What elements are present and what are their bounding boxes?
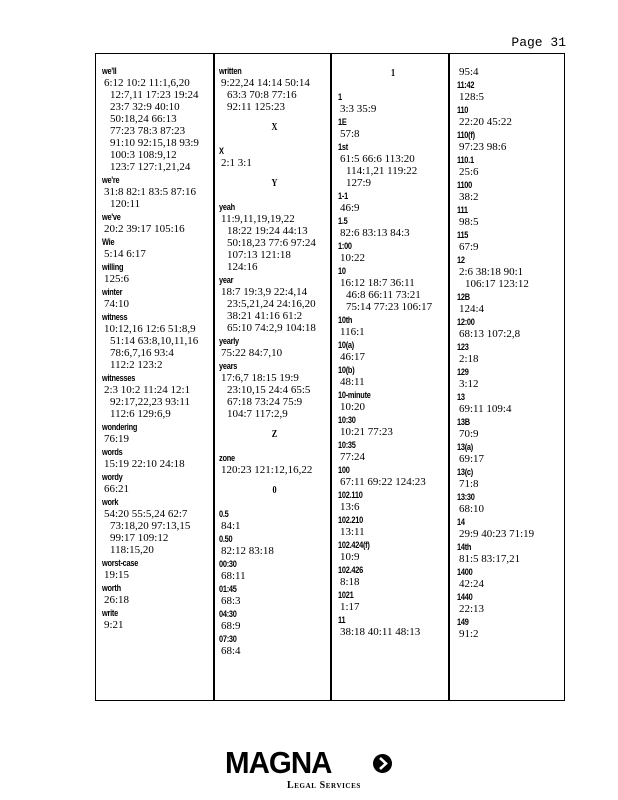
page-line-reference: 2:3 10:2 11:24 12:1 [104, 384, 191, 396]
index-entry [457, 567, 566, 590]
index-term: 10(a) [338, 340, 355, 350]
page-line-reference: 116:1 [340, 326, 365, 338]
index-entry [338, 390, 448, 413]
logo-wordmark: MAGNA [225, 745, 332, 780]
logo-subtitle: Legal Services [287, 780, 361, 791]
index-entry [338, 465, 448, 488]
page-line-reference: 75:22 84:7,10 [221, 347, 283, 359]
index-term: Wie [102, 237, 115, 247]
index-entry [457, 467, 566, 490]
page-line-reference: 38:18 40:11 48:13 [340, 626, 421, 638]
index-term: yeah [219, 202, 235, 212]
page-line-reference: 51:14 63:8,10,11,16 [110, 335, 199, 347]
page-line-reference: 104:7 117:2,9 [227, 408, 288, 420]
index-term: 12:00 [457, 317, 475, 327]
index-entry [457, 442, 566, 465]
index-entry [338, 415, 448, 438]
index-entry [102, 472, 213, 495]
page-line-reference: 77:23 78:3 87:23 [110, 125, 186, 137]
page-line-reference: 50:18,23 77:6 97:24 [227, 237, 316, 249]
page-line-reference: 100:3 108:9,12 [110, 149, 177, 161]
page-line-reference: 67:18 73:24 75:9 [227, 396, 303, 408]
page-line-reference: 118:15,20 [110, 544, 154, 556]
index-term: winter [102, 287, 123, 297]
index-term: 1021 [338, 590, 354, 600]
page-line-reference: 70:9 [459, 428, 479, 440]
index-term: yearly [219, 336, 239, 346]
page-line-reference: 10:9 [340, 551, 360, 563]
index-entry [338, 490, 448, 513]
page-line-reference: 19:15 [104, 569, 130, 581]
index-term: 10:30 [338, 415, 356, 425]
index-term: years [219, 361, 238, 371]
index-term: 14 [457, 517, 465, 527]
index-entry [219, 634, 330, 657]
index-entry [457, 367, 566, 390]
index-term: zone [219, 453, 235, 463]
page-line-reference: 2:6 38:18 90:1 [459, 266, 524, 278]
index-term: 1st [338, 142, 348, 152]
page-line-reference: 23:10,15 24:4 65:5 [227, 384, 311, 396]
page-line-reference: 18:22 19:24 44:13 [227, 225, 308, 237]
page-line-reference: 12:7,11 17:23 19:24 [110, 89, 199, 101]
index-term: witnesses [102, 373, 136, 383]
page-line-reference: 23:5,21,24 24:16,20 [227, 298, 316, 310]
index-entry [457, 617, 566, 640]
page-line-reference: 73:18,20 97:13,15 [110, 520, 191, 532]
index-term: 1.5 [338, 216, 348, 226]
section-heading: Z [271, 429, 278, 440]
section-heading: 1 [390, 68, 396, 79]
index-entry [338, 565, 448, 588]
index-term: 14th [457, 542, 472, 552]
page-line-reference: 26:18 [104, 594, 130, 606]
index-entry [102, 66, 213, 173]
page-line-reference: 61:5 66:6 113:20 [340, 153, 415, 165]
page-line-reference: 71:8 [459, 478, 479, 490]
page-line-reference: 8:18 [340, 576, 360, 588]
section-heading: Y [271, 178, 278, 189]
page-line-reference: 112:6 129:6,9 [110, 408, 171, 420]
page-line-reference: 124:4 [459, 303, 485, 315]
index-entry [457, 317, 566, 340]
index-entry [219, 559, 330, 582]
index-term: 111 [457, 205, 468, 215]
page-line-reference: 114:1,21 119:22 [346, 165, 418, 177]
page-line-reference: 15:19 22:10 24:18 [104, 458, 185, 470]
page-line-reference: 6:12 10:2 11:1,6,20 [104, 77, 190, 89]
index-entry [219, 584, 330, 607]
index-entry [338, 241, 448, 264]
index-entry [457, 592, 566, 615]
page-line-reference: 5:14 6:17 [104, 248, 146, 260]
magna-logo [225, 745, 395, 797]
index-entry [457, 542, 566, 565]
index-term: 1:00 [338, 241, 352, 251]
page-line-reference: 50:18,24 66:13 [110, 113, 177, 125]
page-line-reference: 69:17 [459, 453, 485, 465]
page-line-reference: 3:3 35:9 [340, 103, 377, 115]
page-line-reference: 91:2 [459, 628, 479, 640]
page-line-reference: 31:8 82:1 83:5 87:16 [104, 186, 196, 198]
page-line-reference: 98:5 [459, 216, 479, 228]
page-line-reference: 2:18 [459, 353, 479, 365]
page-line-reference: 9:22,24 14:14 50:14 [221, 77, 310, 89]
index-term: worst-case [102, 558, 139, 568]
index-term: 110.1 [457, 155, 474, 165]
page-line-reference: 16:12 18:7 36:11 [340, 277, 415, 289]
index-entry [338, 440, 448, 463]
index-entry [102, 237, 213, 260]
index-entry [338, 515, 448, 538]
page-line-reference: 25:6 [459, 166, 479, 178]
page-line-reference: 22:20 45:22 [459, 116, 512, 128]
index-entry [102, 287, 213, 310]
page-line-reference: 42:24 [459, 578, 485, 590]
index-term: words [102, 447, 123, 457]
page-line-reference: 112:2 123:2 [110, 359, 163, 371]
index-term: 12 [457, 255, 465, 265]
page-line-reference: 128:5 [459, 91, 485, 103]
page-line-reference: 82:6 83:13 84:3 [340, 227, 410, 239]
index-term: we've [102, 212, 121, 222]
index-term: 13(a) [457, 442, 474, 452]
page-number: Page 31 [511, 35, 566, 50]
index-entry [219, 609, 330, 632]
page-line-reference: 63:3 70:8 77:16 [227, 89, 297, 101]
page-line-reference: 17:6,7 18:15 19:9 [221, 372, 299, 384]
page-line-reference: 46:8 66:11 73:21 [346, 289, 421, 301]
page-line-reference: 92:17,22,23 93:11 [110, 396, 190, 408]
index-entry [457, 180, 566, 203]
index-term: 1 [338, 92, 342, 102]
index-entry [457, 130, 566, 153]
page-line-reference: 120:23 121:12,16,22 [221, 464, 313, 476]
index-term: 102.210 [338, 515, 363, 525]
index-term: 11:42 [457, 80, 475, 90]
index-term: 12B [457, 292, 470, 302]
index-entry [219, 509, 330, 532]
page-line-reference: 68:11 [221, 570, 246, 582]
index-entry [457, 80, 566, 103]
page-line-reference: 76:19 [104, 433, 130, 445]
index-entry [457, 342, 566, 365]
index-term: worth [102, 583, 121, 593]
page-line-reference: 68:9 [221, 620, 241, 632]
index-term: 110 [457, 105, 469, 115]
index-entry [338, 216, 448, 239]
page-line-reference: 23:7 32:9 40:10 [110, 101, 180, 113]
index-column-1 [96, 54, 213, 700]
page-line-reference: 48:11 [340, 376, 365, 388]
index-term: 10-minute [338, 390, 371, 400]
index-entry [338, 92, 448, 115]
index-entry [102, 422, 213, 445]
index-entry [219, 361, 330, 420]
index-entry [338, 365, 448, 388]
index-entry [219, 275, 330, 334]
index-entry [338, 590, 448, 613]
index-term: 123 [457, 342, 469, 352]
index-entry [338, 266, 448, 313]
index-term: work [102, 497, 119, 507]
index-column-4 [448, 54, 566, 700]
index-term: 129 [457, 367, 469, 377]
page-line-reference: 10:20 [340, 401, 366, 413]
index-term: 07:30 [219, 634, 237, 644]
page-line-reference: 54:20 55:5,24 62:7 [104, 508, 188, 520]
index-entry [102, 312, 213, 371]
page-line-reference: 127:9 [346, 177, 372, 189]
index-term: 110(f) [457, 130, 475, 140]
page-line-reference: 10:12,16 12:6 51:8,9 [104, 323, 196, 335]
index-entry [457, 292, 566, 315]
index-term: 102.110 [338, 490, 363, 500]
index-entry [457, 517, 566, 540]
index-term: 0.5 [219, 509, 229, 519]
section-heading: 0 [272, 485, 277, 496]
page-line-reference: 68:4 [221, 645, 241, 657]
index-term: 13(c) [457, 467, 474, 477]
index-term: written [219, 66, 242, 76]
page-line-reference: 95:4 [459, 66, 479, 78]
page-line-reference: 75:14 77:23 106:17 [346, 301, 433, 313]
index-entry [219, 66, 330, 113]
page-line-reference: 13:6 [340, 501, 360, 513]
index-term: 1E [338, 117, 347, 127]
page-line-reference: 13:11 [340, 526, 365, 538]
page-line-reference: 106:17 123:12 [465, 278, 529, 290]
page-line-reference: 120:11 [110, 198, 141, 210]
index-term: 13B [457, 417, 470, 427]
page-line-reference: 107:13 121:18 [227, 249, 291, 261]
index-column-3 [330, 54, 448, 700]
index-term: 10(b) [338, 365, 355, 375]
index-term: 1440 [457, 592, 473, 602]
index-entry [219, 146, 330, 169]
index-entry [102, 262, 213, 285]
index-entry [457, 392, 566, 415]
index-entry [219, 534, 330, 557]
page-line-reference: 77:24 [340, 451, 366, 463]
index-entry [457, 255, 566, 290]
page-line-reference: 68:13 107:2,8 [459, 328, 521, 340]
index-term: 102.426 [338, 565, 363, 575]
index-entry [457, 230, 566, 253]
index-term: 01:45 [219, 584, 237, 594]
arrow-circle-icon [373, 754, 392, 773]
page-line-reference: 38:21 41:16 61:2 [227, 310, 303, 322]
page-line-reference: 69:11 109:4 [459, 403, 512, 415]
index-term: X [219, 146, 224, 156]
page-line-reference: 84:1 [221, 520, 241, 532]
index-term: 1100 [457, 180, 473, 190]
index-entry [102, 212, 213, 235]
page-line-reference: 46:17 [340, 351, 366, 363]
page-line-reference: 38:2 [459, 191, 479, 203]
index-term: we're [102, 175, 120, 185]
page-line-reference: 29:9 40:23 71:19 [459, 528, 535, 540]
index-term: 10 [338, 266, 346, 276]
page-line-reference: 123:7 127:1,21,24 [110, 161, 191, 173]
index-entry [102, 175, 213, 210]
page-line-reference: 3:12 [459, 378, 479, 390]
page-line-reference: 22:13 [459, 603, 485, 615]
page-line-reference: 1:17 [340, 601, 360, 613]
page-line-reference: 125:6 [104, 273, 130, 285]
index-entry [457, 492, 566, 515]
index-entry [338, 142, 448, 189]
index-entry [102, 608, 213, 631]
index-entry [102, 583, 213, 606]
page-line-reference: 99:17 109:12 [110, 532, 169, 544]
index-term: 0.50 [219, 534, 233, 544]
index-term: 102.424(f) [338, 540, 370, 550]
index-entry [338, 540, 448, 563]
page-line-reference: 67:11 69:22 124:23 [340, 476, 426, 488]
page-line-reference: 18:7 19:3,9 22:4,14 [221, 286, 308, 298]
index-entry [102, 558, 213, 581]
index-term: 00:30 [219, 559, 237, 569]
index-entry [219, 453, 330, 476]
index-entry [457, 105, 566, 128]
index-entry [457, 205, 566, 228]
index-column-2 [213, 54, 330, 700]
index-entry [102, 497, 213, 556]
index-term: year [219, 275, 234, 285]
page-line-reference: 82:12 83:18 [221, 545, 274, 557]
section-heading: X [271, 122, 278, 133]
page-line-reference: 11:9,11,19,19,22 [221, 213, 295, 225]
index-entry [457, 417, 566, 440]
index-entry [338, 315, 448, 338]
page-line-reference: 20:2 39:17 105:16 [104, 223, 185, 235]
page-line-reference: 124:16 [227, 261, 258, 273]
index-term: 149 [457, 617, 469, 627]
index-entry [102, 447, 213, 470]
index-entry [338, 117, 448, 140]
page-line-reference: 74:10 [104, 298, 130, 310]
page-line-reference: 9:21 [104, 619, 124, 631]
index-term: wordy [102, 472, 123, 482]
page-line-reference: 10:21 77:23 [340, 426, 393, 438]
page-line-reference: 92:11 125:23 [227, 101, 285, 113]
index-entry [338, 191, 448, 214]
index-term: 13:30 [457, 492, 475, 502]
index-entry [338, 340, 448, 363]
index-term: 11 [338, 615, 346, 625]
index-term: witness [102, 312, 128, 322]
page-line-reference: 46:9 [340, 202, 360, 214]
index-entry [338, 615, 448, 638]
index-term: 115 [457, 230, 469, 240]
page-line-reference: 10:22 [340, 252, 366, 264]
page-line-reference: 97:23 98:6 [459, 141, 507, 153]
word-index-table [95, 53, 565, 701]
index-term: 13 [457, 392, 465, 402]
page-line-reference: 57:8 [340, 128, 360, 140]
index-entry [219, 336, 330, 359]
page-line-reference: 67:9 [459, 241, 479, 253]
index-term: 10:35 [338, 440, 356, 450]
index-term: 04:30 [219, 609, 237, 619]
page-line-reference: 65:10 74:2,9 104:18 [227, 322, 316, 334]
index-entry [102, 373, 213, 420]
page-line-reference: 91:10 92:15,18 93:9 [110, 137, 199, 149]
index-term: 1400 [457, 567, 473, 577]
page-line-reference: 2:1 3:1 [221, 157, 252, 169]
page-line-reference: 68:3 [221, 595, 241, 607]
index-entry [219, 202, 330, 273]
page-line-reference: 81:5 83:17,21 [459, 553, 521, 565]
index-term: willing [102, 262, 124, 272]
page-line-reference: 68:10 [459, 503, 485, 515]
index-term: 1-1 [338, 191, 348, 201]
page-line-reference: 78:6,7,16 93:4 [110, 347, 174, 359]
index-entry [457, 66, 566, 78]
page-line-reference: 66:21 [104, 483, 130, 495]
index-term: write [102, 608, 119, 618]
index-term: 100 [338, 465, 350, 475]
index-entry [457, 155, 566, 178]
index-term: we'll [102, 66, 117, 76]
index-term: wondering [102, 422, 138, 432]
index-term: 10th [338, 315, 353, 325]
